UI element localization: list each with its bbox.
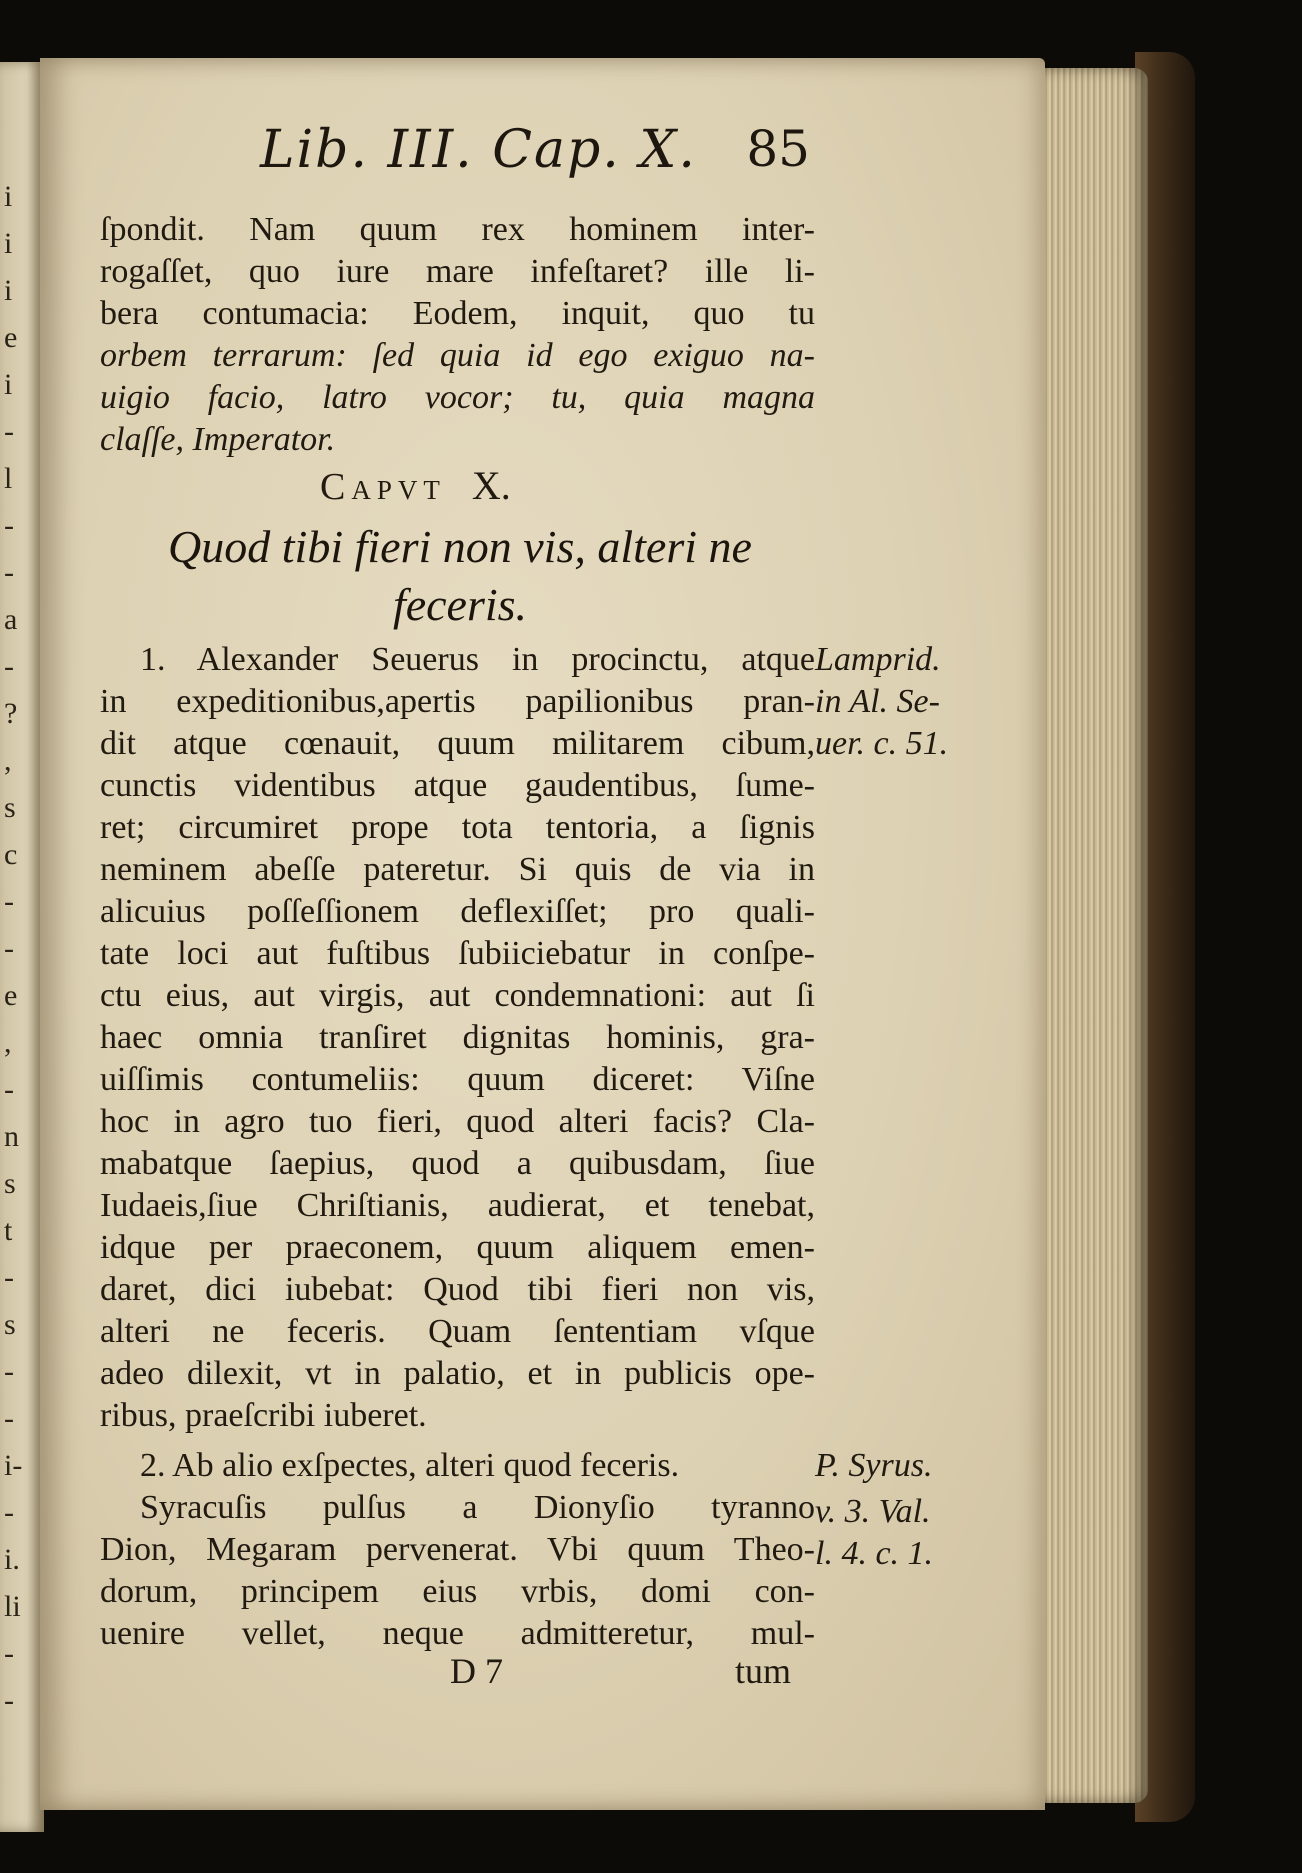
chapter-title-line-2: feceris. — [392, 579, 528, 630]
text-line: uiſſimis contumeliis: quum diceret: Viſne — [100, 1061, 815, 1098]
signature-mark: D 7 — [450, 1651, 503, 1691]
text-line: haec omnia tranſiret dignitas hominis, gra- — [100, 1019, 815, 1056]
running-head — [160, 120, 810, 190]
previous-page-glyph: - — [4, 1073, 14, 1106]
previous-page-glyph: i — [4, 368, 13, 401]
text-line: alicuius poſſeſſionem deflexiſſet; pro quali- — [100, 893, 815, 930]
previous-page-glyph: l — [4, 462, 13, 495]
text-line: ctu eius, aut virgis, aut condemnationi: aut ſi — [100, 977, 815, 1014]
previous-page-glyph: - — [4, 885, 14, 918]
page-number: 85 — [746, 120, 810, 178]
margin-note-lamprid-2: in Al. Se- — [815, 683, 940, 720]
previous-page-glyph: , — [4, 744, 12, 777]
page-stack-edge — [1030, 68, 1148, 1803]
previous-page-glyph: s — [4, 1167, 16, 1200]
text-line: mabatque ſaepius, quod a quibusdam, ſiue — [100, 1145, 815, 1182]
previous-page-glyph: ? — [4, 697, 18, 730]
chapter-heading — [320, 462, 511, 509]
chapter-number: X. — [471, 463, 511, 508]
text-line: dit atque cœnauit, quum militarem cibum, — [100, 725, 815, 762]
previous-page-glyph: - — [4, 1402, 14, 1435]
chapter-caput: Capvt — [320, 466, 446, 508]
previous-page-glyph: - — [4, 1261, 14, 1294]
previous-page-glyph: - — [4, 509, 14, 542]
text-line: adeo dilexit, vt in palatio, et in publicis ope- — [100, 1355, 815, 1392]
previous-page-glyph: i — [4, 274, 13, 307]
running-head-title: Lib. III. Cap. X. — [260, 120, 697, 180]
previous-page-glyph: e — [4, 979, 18, 1012]
text-line: daret, dici iubebat: Quod tibi fieri non vis, — [100, 1271, 815, 1308]
text-line: Syracuſis pulſus a Dionyſio tyranno — [140, 1489, 815, 1526]
previous-page-text-fragments — [4, 62, 36, 1832]
previous-page-glyph: , — [4, 1026, 12, 1059]
text-line: ret; circumiret prope tota tentoria, a ſignis — [100, 809, 815, 846]
previous-page-glyph: li — [4, 1590, 21, 1623]
previous-page-glyph: - — [4, 556, 14, 589]
previous-page-glyph: - — [4, 1637, 14, 1670]
margin-note-val-2: l. 4. c. 1. — [815, 1535, 934, 1572]
previous-page-glyph: c — [4, 838, 18, 871]
text-line: hoc in agro tuo fieri, quod alteri facis? Cla- — [100, 1103, 815, 1140]
previous-page-glyph: n — [4, 1120, 19, 1153]
text-line: in expeditionibus,apertis papilionibus pran- — [100, 683, 815, 720]
margin-note-val-1: v. 3. Val. — [815, 1493, 931, 1530]
text-line: bera contumacia: Eodem, inquit, quo tu — [100, 295, 815, 332]
margin-note-lamprid-1: Lamprid. — [815, 641, 941, 678]
previous-page-glyph: i- — [4, 1449, 23, 1482]
text-line: orbem terrarum: ſed quia id ego exiguo na- — [100, 337, 815, 374]
previous-page-glyph: e — [4, 321, 18, 354]
text-line: cunctis videntibus atque gaudentibus, ſume- — [100, 767, 815, 804]
text-line: dorum, principem eius vrbis, domi con- — [100, 1573, 815, 1610]
text-line: uenire vellet, neque admitteretur, mul- — [100, 1615, 815, 1652]
previous-page-glyph: i. — [4, 1543, 20, 1576]
text-line: idque per praeconem, quum aliquem emen- — [100, 1229, 815, 1266]
text-line: ribus, praeſcribi iuberet. — [100, 1397, 427, 1434]
text-line: 2. Ab alio exſpectes, alteri quod feceris. — [140, 1447, 680, 1484]
text-line: claſſe, Imperator. — [100, 421, 336, 458]
previous-page-glyph: - — [4, 1684, 14, 1717]
chapter-title-line-1: Quod tibi fieri non vis, alteri ne — [168, 521, 752, 572]
margin-note-lamprid-3: uer. c. 51. — [815, 725, 949, 762]
previous-page-glyph: i — [4, 180, 13, 213]
previous-page-edge — [0, 62, 44, 1832]
previous-page-glyph: s — [4, 791, 16, 824]
text-line: uigio facio, latro vocor; tu, quia magna — [100, 379, 815, 416]
margin-note-syrus: P. Syrus. — [815, 1447, 933, 1484]
previous-page-glyph: s — [4, 1308, 16, 1341]
previous-page-glyph: - — [4, 1355, 14, 1388]
previous-page-glyph: - — [4, 415, 14, 448]
catchword: tum — [735, 1651, 792, 1691]
text-line: ſpondit. Nam quum rex hominem inter- — [100, 211, 815, 248]
text-line: rogaſſet, quo iure mare infeſtaret? ille li- — [100, 253, 815, 290]
text-line: tate loci aut fuſtibus ſubiiciebatur in conſpe- — [100, 935, 815, 972]
previous-page-glyph: - — [4, 650, 14, 683]
text-line: 1. Alexander Seuerus in procinctu, atque — [140, 641, 815, 678]
previous-page-glyph: a — [4, 603, 18, 636]
text-line: neminem abeſſe pateretur. Si quis de via in — [100, 851, 815, 888]
previous-page-glyph: i — [4, 227, 13, 260]
text-line: Iudaeis,ſiue Chriſtianis, audierat, et tenebat, — [100, 1187, 815, 1224]
previous-page-glyph: - — [4, 1496, 14, 1529]
previous-page-glyph: t — [4, 1214, 13, 1247]
previous-page-glyph: - — [4, 932, 14, 965]
text-line: alteri ne feceris. Quam ſententiam vſque — [100, 1313, 815, 1350]
text-line: Dion, Megaram pervenerat. Vbi quum Theo- — [100, 1531, 815, 1568]
